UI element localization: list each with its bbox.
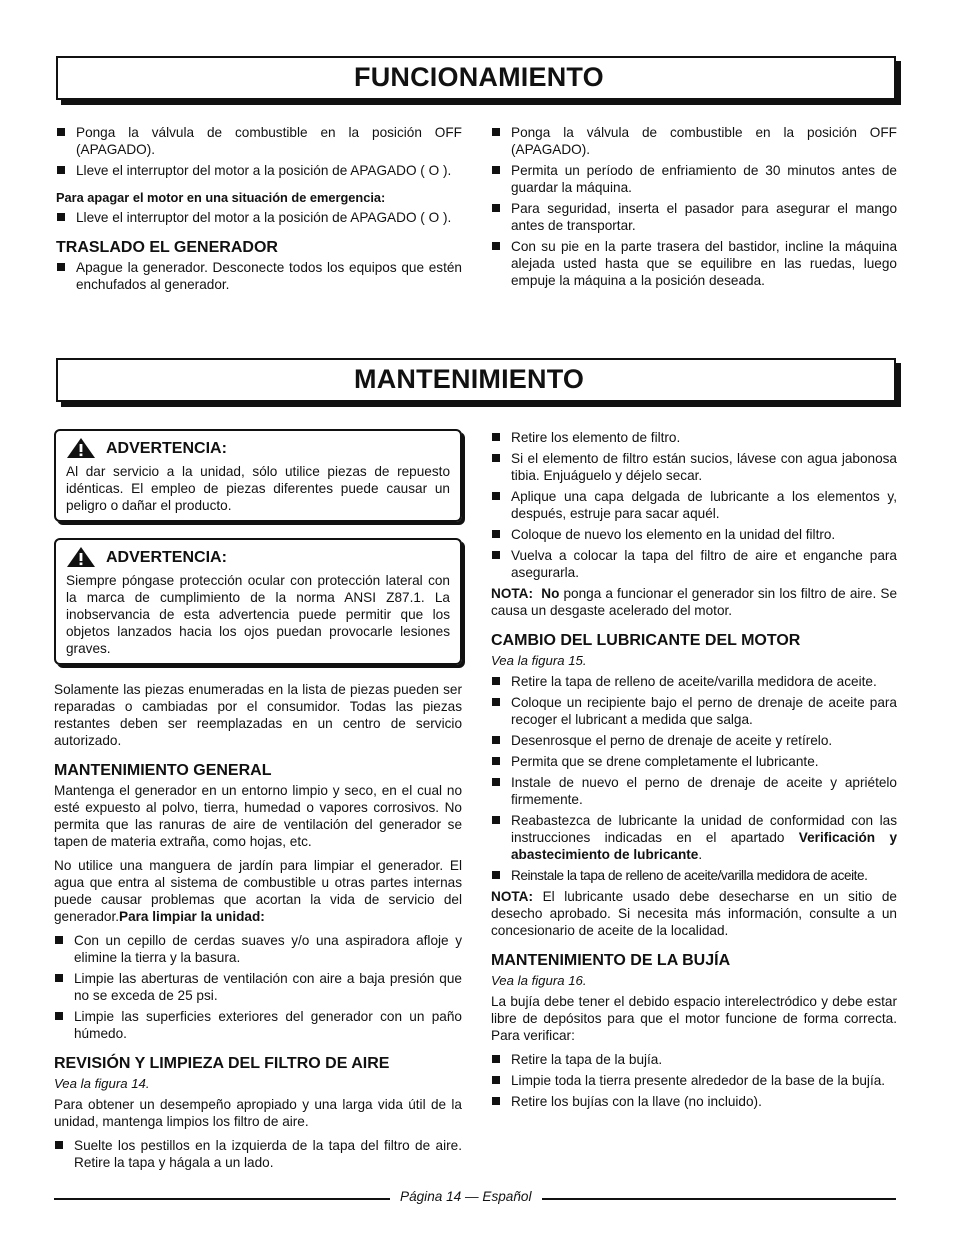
list-item: Si el elemento de filtro están sucios, lávese con agua jabonosa tibia. Enjuáguelo y déjelo secar. (491, 450, 897, 484)
warning-text: Al dar servicio a la unidad, sólo utilice piezas de repuesto idénticas. El empleo de piezas diferentes puede causar un peligro o dañar el producto. (66, 464, 450, 513)
list-item: Instale de nuevo el perno de drenaje de aceite y apriételo firmemente. (491, 774, 897, 808)
note-label: NOTA: (491, 586, 534, 601)
funcionamiento-left-list-2 (56, 209, 462, 226)
list-item: Coloque un recipiente bajo el perno de drenaje de aceite para recoger el lubricant a medida que salga. (491, 694, 897, 728)
general-heading: MANTENIMIENTO GENERAL (54, 762, 272, 779)
funcionamiento-banner (56, 56, 896, 100)
list-item: Apague la generador. Desconecte todos los equipos que estén enchufados al generador. (56, 259, 462, 293)
list-item (491, 812, 897, 863)
filtro-figure-ref: Vea la figura 14. (54, 1076, 150, 1091)
lubricante-figure-ref: Vea la figura 15. (491, 653, 587, 668)
note-no: No (541, 586, 560, 601)
list-item: Reinstale la tapa de relleno de aceite/varilla medidora de aceite. (491, 867, 897, 884)
general-paragraph-1: Mantenga el generador en un entorno limpio y seco, en el cual no esté expuesto al polvo, tierra, humedad o vapores corrosivos. No permita que las ranuras de aire de ventilación del generador se tapen de materia extraña, como hojas, etc. (54, 783, 462, 849)
warning-label: ADVERTENCIA: (106, 439, 227, 457)
intro-paragraph: Solamente las piezas enumeradas en la lista de piezas pueden ser reparadas o cambiadas por el consumidor. Todas las piezas restantes deben ser reemplazadas en un centro de servicio autorizado. (54, 682, 462, 748)
list-item: Limpie toda la tierra presente alrededor de la base de la bujía. (491, 1072, 897, 1089)
bujia-figure-ref: Vea la figura 16. (491, 973, 587, 988)
note-text: ponga a funcionar el generador sin los filtro de aire. Se causa un desgaste acelerado del motor. (491, 586, 897, 618)
list-item: Ponga la válvula de combustible en la posición OFF (APAGADO). (491, 124, 897, 158)
mantenimiento-banner (56, 358, 896, 402)
list-item: Retire los elemento de filtro. (491, 429, 897, 446)
bujia-paragraph: La bujía debe tener el debido espacio interelectródico y debe estar libre de depósitos para que el motor funcione de forma correcta. Para verificar: (491, 994, 897, 1043)
warning-box-1 (54, 429, 462, 522)
mantenimiento-left-column (54, 429, 462, 1175)
bujia-heading: MANTENIMIENTO DE LA BUJÍA (491, 952, 731, 969)
general-paragraph-2 (54, 857, 462, 925)
general-paragraph-2-text: No utilice una manguera de jardín para limpiar el generador. El agua que entra al sistema de combustible u otras partes internas puede causar problemas que acortan la vida de servicio del generador. (54, 858, 462, 924)
list-item: Permita que se drene completamente el lubricante. (491, 753, 897, 770)
reab-text: Reabastezca de lubricante la unidad de conformidad con las instrucciones indicadas en el apartado (511, 813, 897, 845)
list-item: Vuelva a colocar la tapa del filtro de aire et enganche para asegurarla. (491, 547, 897, 581)
clean-unit-label: Para limpiar la unidad: (119, 909, 265, 924)
list-item: Para seguridad, inserta el pasador para asegurar el mango antes de transportar. (491, 200, 897, 234)
list-item: Suelte los pestillos en la izquierda de la tapa del filtro de aire. Retire la tapa y hágala a un lado. (54, 1137, 462, 1171)
emergency-label: Para apagar el motor en una situación de emergencia: (56, 190, 386, 205)
funcionamiento-title: FUNCIONAMIENTO (354, 62, 604, 92)
filtro-list-left (54, 1137, 462, 1171)
lubricante-note (491, 888, 897, 939)
list-item: Con su pie en la parte trasera del bastidor, incline la máquina alejada usted hasta que se equilibre en las ruedas, luego empuje la máquina a la posición deseada. (491, 238, 897, 289)
funcionamiento-right-list (491, 124, 897, 289)
list-item: Lleve el interruptor del motor a la posición de APAGADO ( O ). (56, 162, 462, 179)
warning-box-2 (54, 538, 462, 665)
filtro-list-right (491, 429, 897, 581)
list-item: Retire la tapa de relleno de aceite/varilla medidora de aceite. (491, 673, 897, 690)
list-item: Lleve el interruptor del motor a la posición de APAGADO ( O ). (56, 209, 462, 226)
list-item: Retire la tapa de la bujía. (491, 1051, 897, 1068)
mantenimiento-title: MANTENIMIENTO (354, 364, 585, 394)
warning-label: ADVERTENCIA: (106, 548, 227, 566)
list-item: Retire los bujías con la llave (no incluido). (491, 1093, 897, 1110)
list-item: Limpie las aberturas de ventilación con aire a baja presión que no se exceda de 25 psi. (54, 970, 462, 1004)
reab-bold: Verificación y abastecimiento de lubricante (511, 830, 897, 862)
warning-text: Siempre póngase protección ocular con protección lateral con la marca de cumplimiento de la norma ANSI Z87.1. La inobservancia de esta advertencia puede permitir que los objetos lanzados hacia los ojos puedan provocarle lesiones graves. (66, 573, 450, 656)
general-list (54, 932, 462, 1042)
warning-triangle-icon (66, 437, 96, 459)
funcionamiento-left-column (56, 124, 462, 297)
list-item: Permita un período de enfriamiento de 30 minutos antes de guardar la máquina. (491, 162, 897, 196)
funcionamiento-left-list-1 (56, 124, 462, 179)
funcionamiento-right-column (491, 124, 897, 293)
filtro-paragraph: Para obtener un desempeño apropiado y una larga vida útil de la unidad, mantenga limpios los filtro de aire. (54, 1097, 462, 1129)
note-text: El lubricante usado debe desecharse en un sitio de desecho aprobado. Si necesita más información, consulte a un concesionario de aceite de la localidad. (491, 889, 897, 938)
list-item: Ponga la válvula de combustible en la posición OFF (APAGADO). (56, 124, 462, 158)
lubricante-heading: CAMBIO DEL LUBRICANTE DEL MOTOR (491, 632, 801, 649)
filtro-note (491, 585, 897, 619)
filtro-heading: REVISIÓN Y LIMPIEZA DEL FILTRO DE AIRE (54, 1055, 390, 1072)
bujia-list (491, 1051, 897, 1110)
page-footer: Página 14 — Español (390, 1189, 542, 1204)
list-item: Limpie las superficies exteriores del generador con un paño húmedo. (54, 1008, 462, 1042)
list-item: Desenrosque el perno de drenaje de aceite y retírelo. (491, 732, 897, 749)
lubricante-list (491, 673, 897, 884)
list-item: Coloque de nuevo los elemento en la unidad del filtro. (491, 526, 897, 543)
mantenimiento-right-column (491, 429, 897, 1114)
warning-triangle-icon (66, 546, 96, 568)
note-label: NOTA: (491, 889, 534, 904)
traslado-heading: TRASLADO EL GENERADOR (56, 239, 278, 256)
list-item: Con un cepillo de cerdas suaves y/o una aspiradora afloje y elimine la tierra y la basura. (54, 932, 462, 966)
list-item: Aplique una capa delgada de lubricante a los elementos y, después, estruje para sacar aquél. (491, 488, 897, 522)
reab-end: . (698, 847, 703, 862)
traslado-list (56, 259, 462, 293)
